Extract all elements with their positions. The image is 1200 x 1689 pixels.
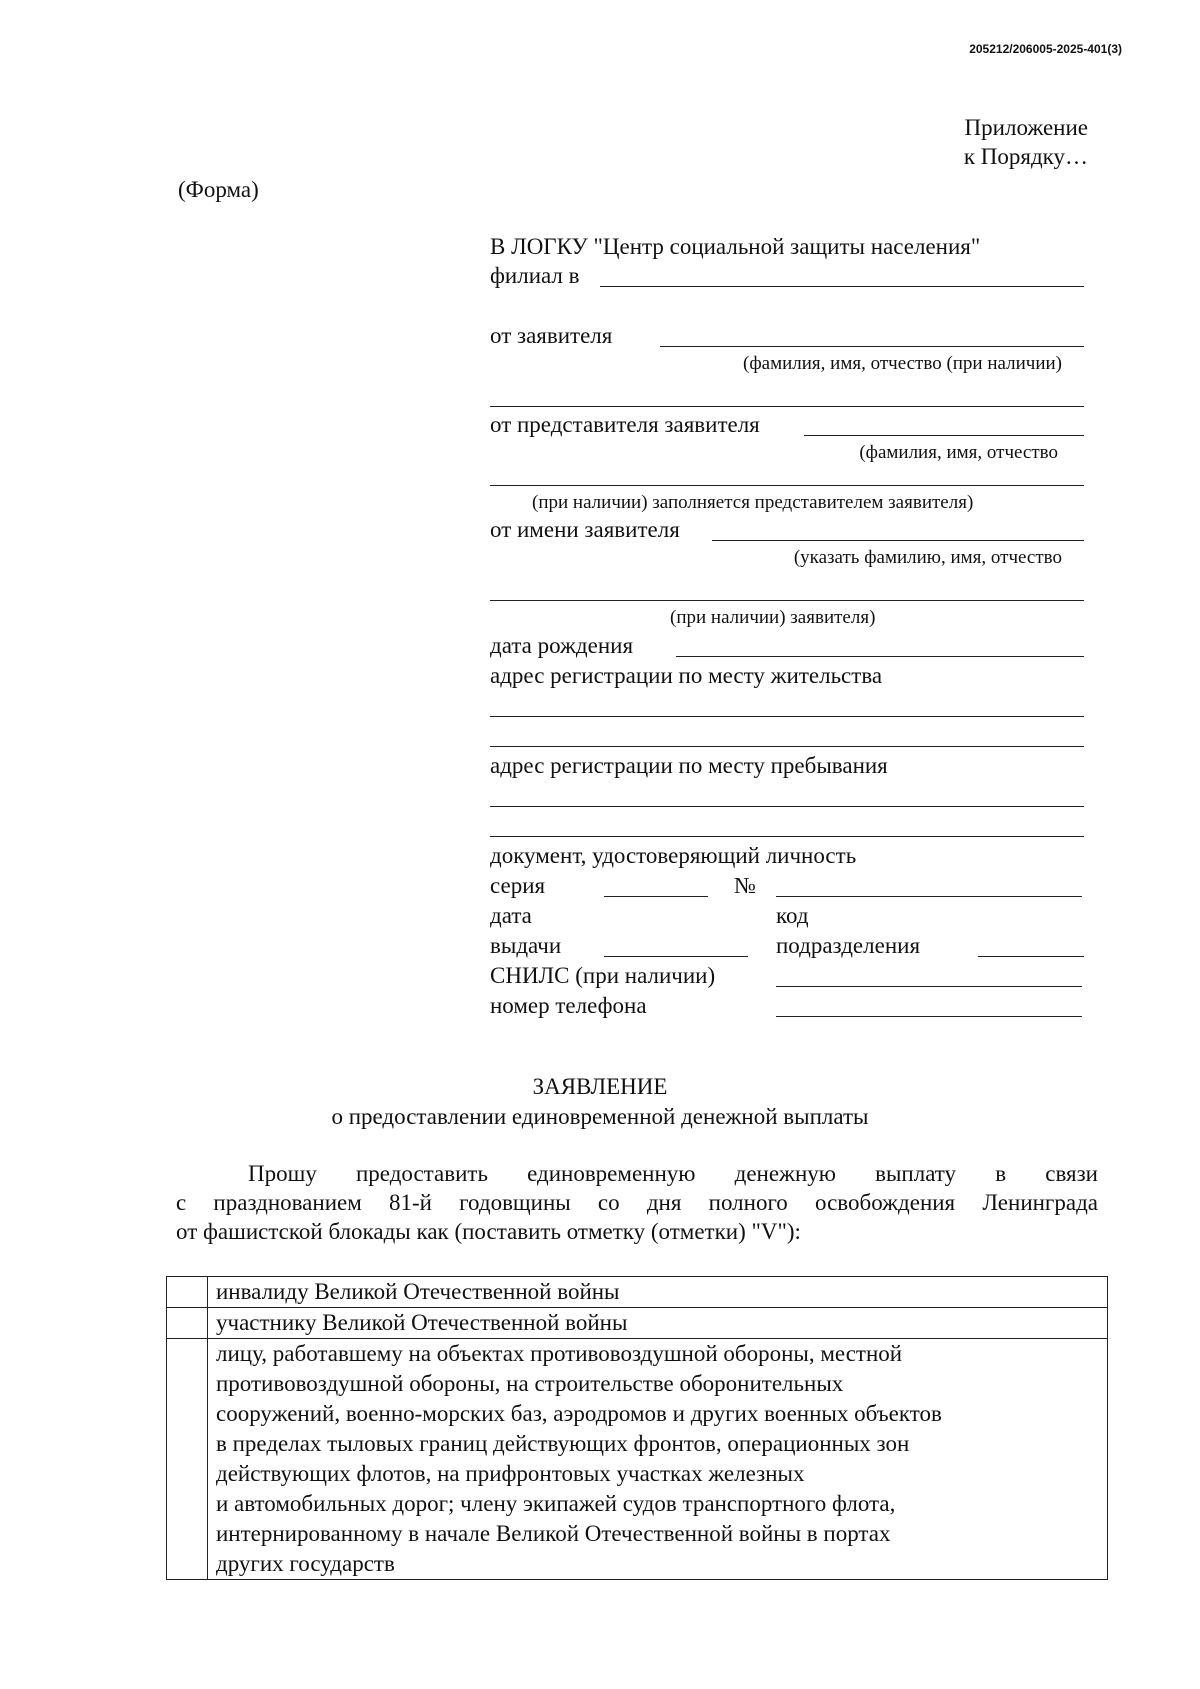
applicant-caption: (фамилия, имя, отчество (при наличии) bbox=[743, 353, 1062, 374]
option-checkbox-cell[interactable] bbox=[167, 1308, 208, 1339]
branch-label: филиал в bbox=[490, 263, 580, 288]
residence-address-field-2[interactable] bbox=[490, 746, 1084, 747]
option-text-line: участнику Великой Отечественной войны bbox=[216, 1310, 628, 1335]
id-document-label: документ, удостоверяющий личность bbox=[490, 843, 857, 868]
paragraph-line: с празднованием 81-й годовщины со дня полного освобождения Ленинграда bbox=[176, 1190, 1098, 1215]
appendix-line-2: к Порядку… bbox=[963, 143, 1088, 169]
options-table bbox=[166, 1276, 1108, 1580]
stay-address-field-1[interactable] bbox=[490, 806, 1084, 807]
paragraph-line: Прошу предоставить единовременную денежную выплату в связи bbox=[248, 1161, 1098, 1186]
residence-address-field-1[interactable] bbox=[490, 716, 1084, 717]
option-text-line: и автомобильных дорог; члену экипажей судов транспортного флота, bbox=[216, 1491, 896, 1516]
number-label: № bbox=[734, 873, 756, 898]
addressee-line: В ЛОГКУ "Центр социальной защиты населения" bbox=[490, 234, 981, 259]
series-label: серия bbox=[490, 873, 546, 898]
option-text-line: сооружений, военно-морских баз, аэродромов и других военных объектов bbox=[216, 1401, 942, 1426]
document-id: 205212/206005-2025-401(3) bbox=[969, 42, 1122, 56]
on-behalf-caption-2: (при наличии) заявителя) bbox=[670, 607, 876, 628]
applicant-label: от заявителя bbox=[490, 323, 613, 348]
dept-code-label-1: код bbox=[776, 903, 809, 928]
issue-date-label-1: дата bbox=[490, 903, 532, 928]
representative-field[interactable] bbox=[804, 435, 1084, 436]
statement-paragraph bbox=[176, 1160, 1098, 1247]
option-text-line: лицу, работавшему на объектах противовоздушной обороны, местной bbox=[216, 1341, 903, 1366]
option-text-line: в пределах тыловых границ действующих фронтов, операционных зон bbox=[216, 1431, 910, 1456]
series-field[interactable] bbox=[604, 896, 708, 897]
representative-caption: (фамилия, имя, отчество bbox=[859, 442, 1058, 463]
option-text bbox=[208, 1277, 1108, 1308]
stay-address-label: адрес регистрации по месту пребывания bbox=[490, 753, 888, 778]
form-label: (Форма) bbox=[178, 177, 259, 202]
appendix-note bbox=[964, 114, 1088, 172]
statement-title: ЗАЯВЛЕНИЕ bbox=[532, 1074, 668, 1099]
option-text-line: действующих флотов, на прифронтовых участках железных bbox=[216, 1461, 805, 1486]
option-text-line: противовоздушной обороны, на строительстве оборонительных bbox=[216, 1371, 844, 1396]
on-behalf-field[interactable] bbox=[712, 540, 1084, 541]
option-row bbox=[167, 1277, 1108, 1308]
statement-subtitle: о предоставлении единовременной денежной выплаты bbox=[331, 1104, 869, 1129]
birth-date-label: дата рождения bbox=[490, 633, 634, 658]
phone-field[interactable] bbox=[776, 1016, 1082, 1017]
representative-field-2[interactable] bbox=[490, 485, 1084, 486]
option-text-line: инвалиду Великой Отечественной войны bbox=[216, 1279, 620, 1304]
option-checkbox-cell[interactable] bbox=[167, 1339, 208, 1580]
snils-field[interactable] bbox=[776, 986, 1082, 987]
option-text bbox=[208, 1308, 1108, 1339]
appendix-line-1: Приложение bbox=[964, 115, 1088, 140]
option-text bbox=[208, 1339, 1108, 1580]
applicant-field[interactable] bbox=[660, 346, 1084, 347]
issue-date-field[interactable] bbox=[604, 956, 748, 957]
option-row bbox=[167, 1339, 1108, 1580]
snils-label: СНИЛС (при наличии) bbox=[490, 963, 716, 988]
representative-label: от представителя заявителя bbox=[490, 412, 760, 437]
number-field[interactable] bbox=[776, 896, 1082, 897]
dept-code-field[interactable] bbox=[978, 956, 1084, 957]
on-behalf-field-2[interactable] bbox=[490, 600, 1084, 601]
residence-address-label: адрес регистрации по месту жительства bbox=[490, 663, 883, 688]
birth-date-field[interactable] bbox=[676, 656, 1084, 657]
branch-field[interactable] bbox=[600, 286, 1084, 287]
option-text-line: интернированному в начале Великой Отечественной войны в портах bbox=[216, 1521, 891, 1546]
applicant-field-2[interactable] bbox=[490, 406, 1084, 407]
representative-caption-2: (при наличии) заполняется представителем заявителя) bbox=[532, 492, 974, 513]
on-behalf-label: от имени заявителя bbox=[490, 517, 680, 542]
option-row bbox=[167, 1308, 1108, 1339]
stay-address-field-2[interactable] bbox=[490, 836, 1084, 837]
phone-label: номер телефона bbox=[490, 993, 647, 1018]
issue-date-label-2: выдачи bbox=[490, 933, 562, 958]
on-behalf-caption: (указать фамилию, имя, отчество bbox=[793, 547, 1062, 568]
dept-code-label-2: подразделения bbox=[776, 933, 921, 958]
option-text-line: других государств bbox=[216, 1551, 395, 1576]
paragraph-line: от фашистской блокады как (поставить отметку (отметки) "V"): bbox=[176, 1219, 801, 1244]
option-checkbox-cell[interactable] bbox=[167, 1277, 208, 1308]
